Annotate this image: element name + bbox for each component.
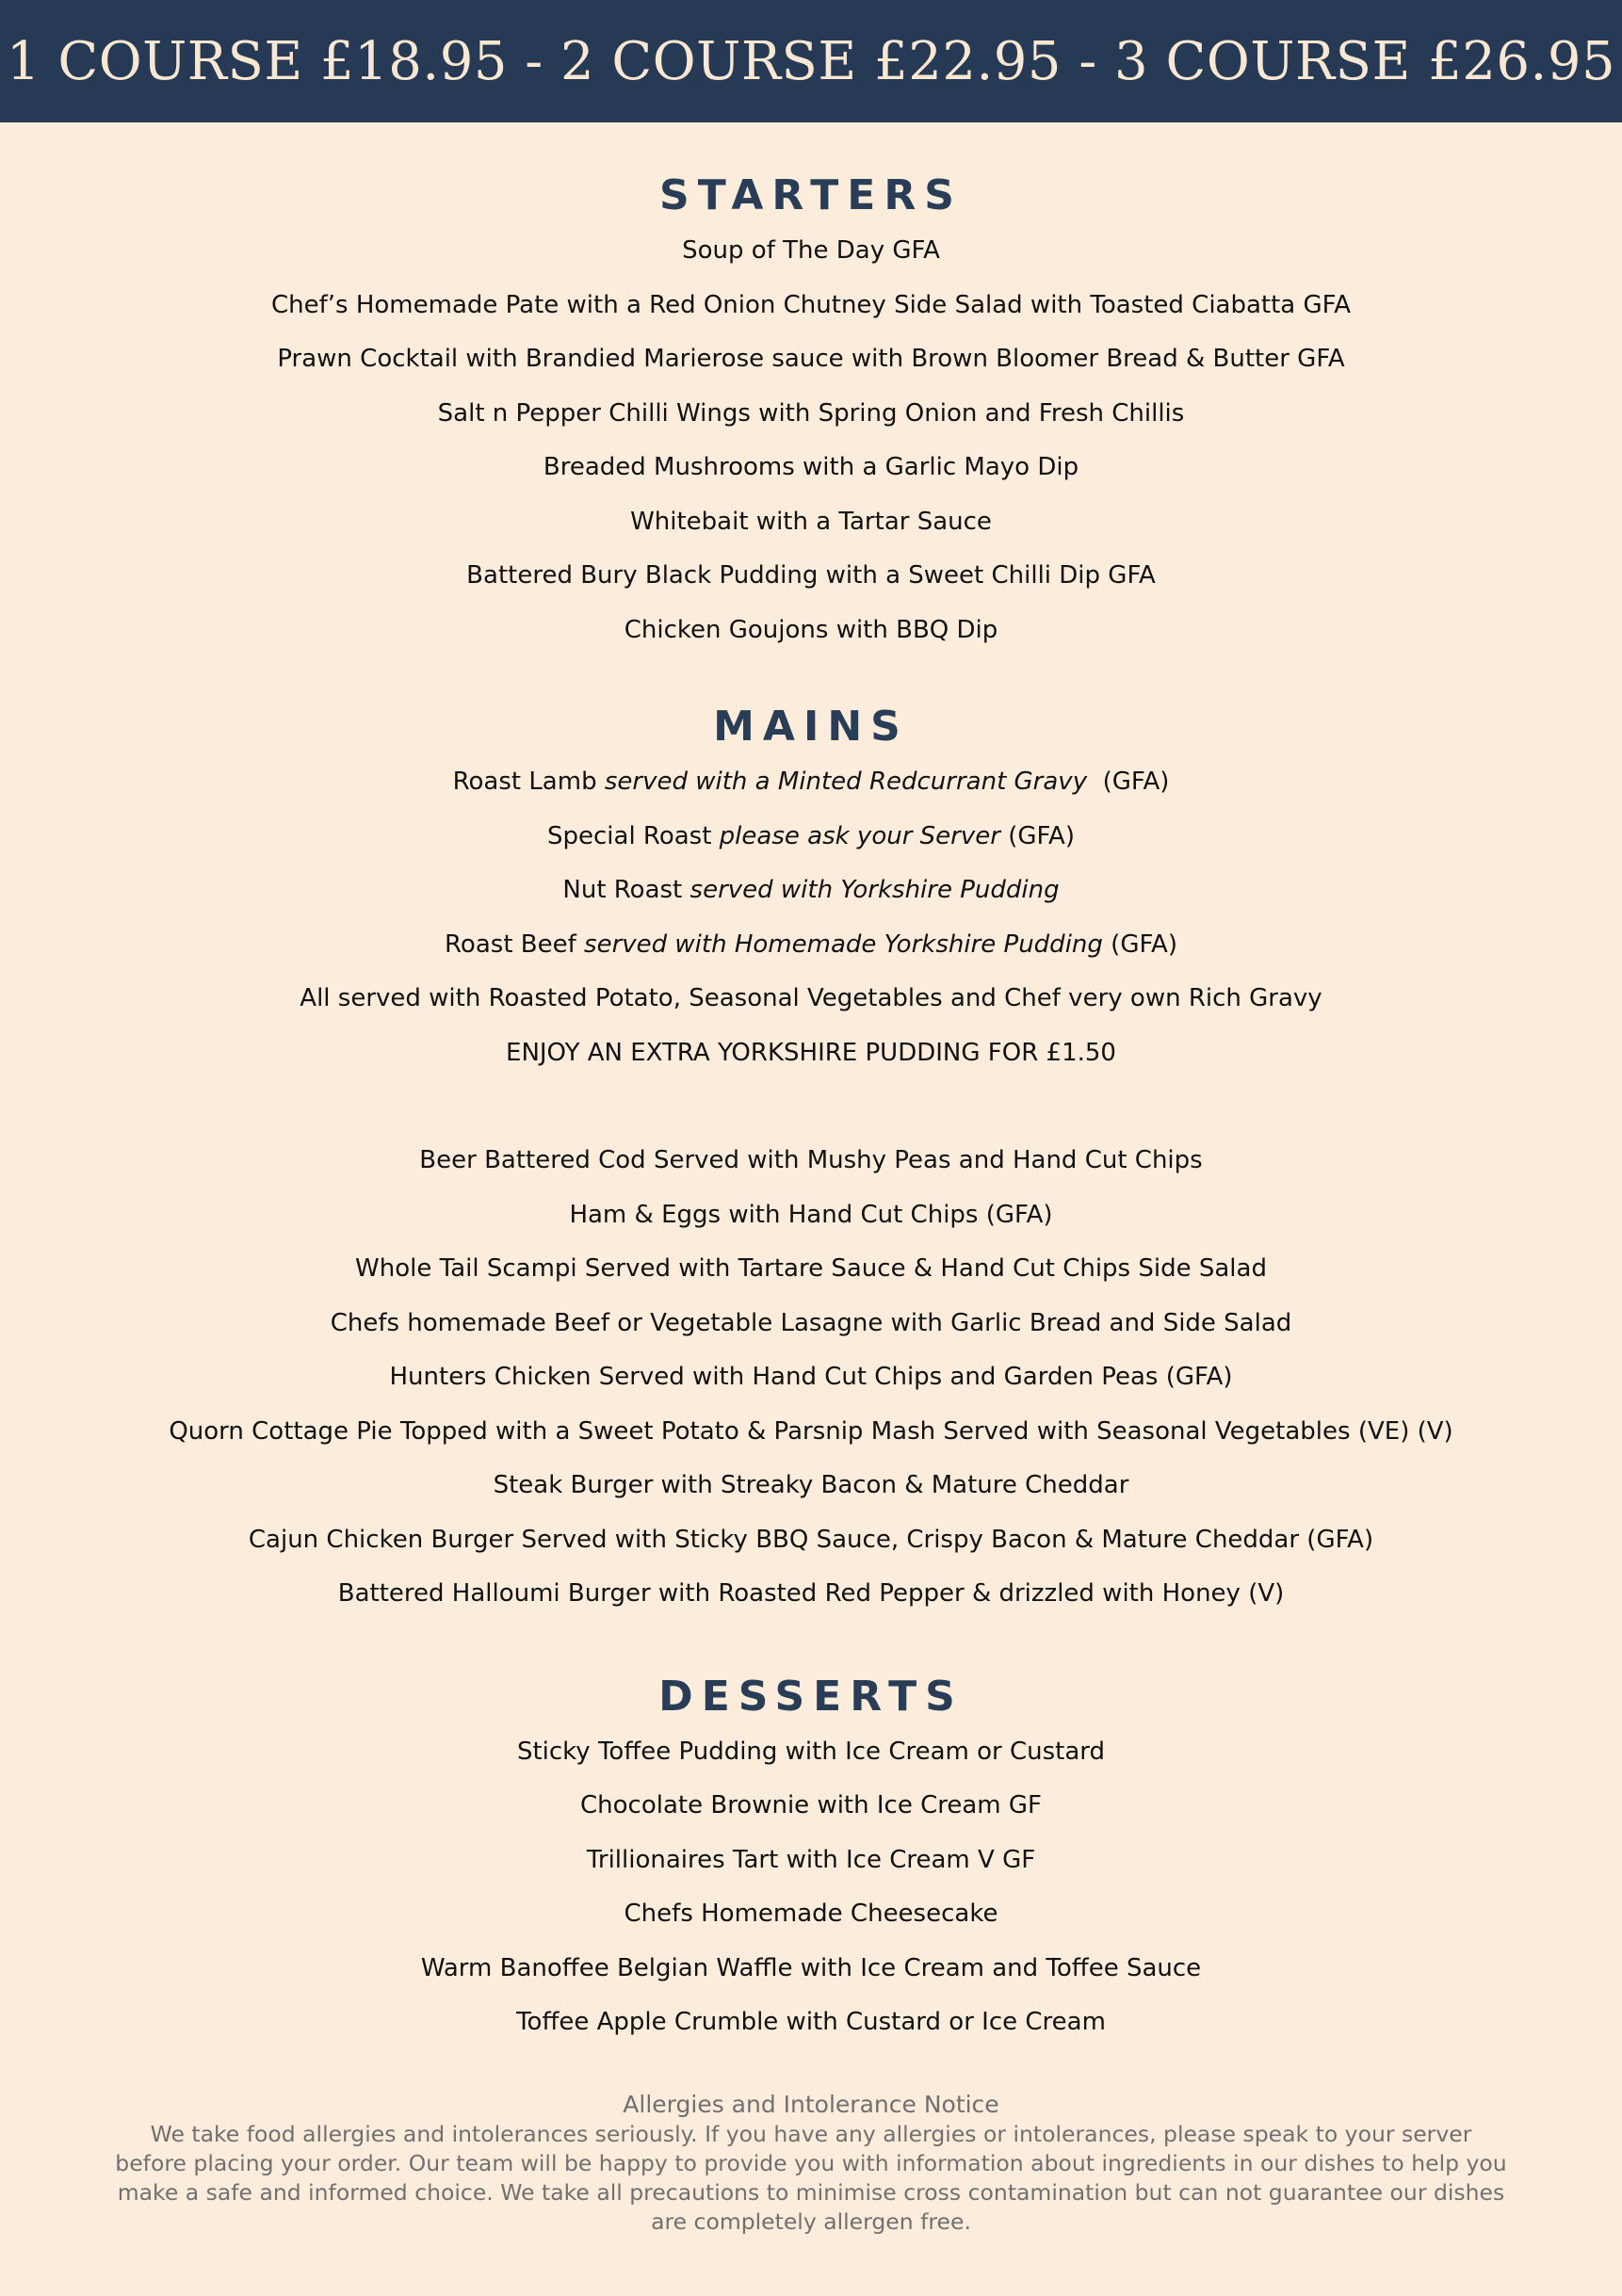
yorkshire-offer: ENJOY AN EXTRA YORKSHIRE PUDDING FOR £1.50: [506, 1038, 1116, 1067]
allergy-notice-body: We take food allergies and intolerances seriously. If you have any allergies or intolerances, please speak to your server before placing your order. Our team will be happy to provide you with information about ingredients in our dishes to help you make a safe and informed choice. We take all precautions to minimise cross contamination but can not guarantee our dishes are completely allergen free.: [115, 2120, 1507, 2235]
price-banner: [0, 0, 1622, 122]
main-item: Beer Battered Cod Served with Mushy Peas and Hand Cut Chips: [419, 1146, 1203, 1174]
dessert-item: Trillionaires Tart with Ice Cream V GF: [586, 1845, 1036, 1874]
dessert-item: Sticky Toffee Pudding with Ice Cream or Custard: [516, 1737, 1106, 1766]
roast-description: served with Yorkshire Pudding: [689, 876, 1060, 904]
roast-name: Nut Roast: [562, 876, 690, 904]
allergy-notice-title: Allergies and Intolerance Notice: [623, 2090, 999, 2118]
course-prices: 1 COURSE £18.95 - 2 COURSE £22.95 - 3 COURSE £26.95: [6, 30, 1616, 92]
roast-item: [0, 755, 1622, 810]
main-item: Chefs homemade Beef or Vegetable Lasagne with Garlic Bread and Side Salad: [330, 1308, 1292, 1337]
roast-description: served with a Minted Redcurrant Gravy: [604, 768, 1088, 796]
roast-name: Roast Beef: [445, 930, 585, 959]
dessert-item: Warm Banoffee Belgian Waffle with Ice Cream and Toffee Sauce: [420, 1953, 1202, 1982]
roast-item: [0, 918, 1622, 973]
main-item: Battered Halloumi Burger with Roasted Red Pepper & drizzled with Honey (V): [337, 1579, 1285, 1608]
mains-section: [0, 657, 1622, 1622]
roast-dietary: (GFA): [999, 821, 1075, 850]
starter-item: Battered Bury Black Pudding with a Sweet Chilli Dip GFA: [466, 561, 1156, 590]
starters-heading: STARTERS: [659, 171, 963, 219]
roast-name: Roast Lamb: [452, 768, 605, 796]
roast-dietary: (GFA): [1102, 930, 1177, 959]
starters-section: [0, 122, 1622, 657]
mains-heading: MAINS: [713, 703, 909, 751]
starter-item: Soup of The Day GFA: [682, 236, 940, 265]
starters-list: [0, 224, 1622, 657]
starter-item: Prawn Cocktail with Brandied Marierose sauce with Brown Bloomer Bread & Butter GFA: [277, 345, 1345, 373]
roasts-list: [0, 755, 1622, 1080]
starter-item: Chef’s Homemade Pate with a Red Onion Chutney Side Salad with Toasted Ciabatta GFA: [270, 290, 1352, 319]
desserts-list: [0, 1725, 1622, 2050]
main-item: Cajun Chicken Burger Served with Sticky BBQ Sauce, Crispy Bacon & Mature Cheddar (GFA): [248, 1525, 1374, 1554]
main-item: Quorn Cottage Pie Topped with a Sweet Potato & Parsnip Mash Served with Seasonal Vegetables (VE) (V): [169, 1416, 1453, 1446]
starter-item: Chicken Goujons with BBQ Dip: [624, 615, 998, 644]
menu-content: [0, 122, 1622, 2237]
dessert-item: Chefs Homemade Cheesecake: [624, 1900, 998, 1928]
roast-item: [0, 864, 1622, 918]
dessert-item: Toffee Apple Crumble with Custard or Ice Cream: [516, 2008, 1106, 2036]
desserts-section: [0, 1622, 1622, 2050]
main-item: Whole Tail Scampi Served with Tartare Sauce & Hand Cut Chips Side Salad: [355, 1254, 1267, 1283]
roast-description: served with Homemade Yorkshire Pudding: [584, 930, 1103, 959]
starter-item: Breaded Mushrooms with a Garlic Mayo Dip: [543, 453, 1079, 481]
main-item: Hunters Chicken Served with Hand Cut Chips and Garden Peas (GFA): [389, 1363, 1233, 1391]
starter-item: Whitebait with a Tartar Sauce: [630, 507, 992, 536]
main-item: Steak Burger with Streaky Bacon & Mature Cheddar: [493, 1471, 1129, 1499]
roast-description: please ask your Server: [719, 821, 1000, 850]
dessert-item: Chocolate Brownie with Ice Cream GF: [580, 1791, 1042, 1819]
roast-name: Special Roast: [546, 821, 720, 850]
roast-dietary: (GFA): [1087, 768, 1170, 796]
mains-list: [0, 1134, 1622, 1622]
main-item: Ham & Eggs with Hand Cut Chips (GFA): [569, 1200, 1053, 1229]
roast-item: [0, 810, 1622, 865]
roast-note: All served with Roasted Potato, Seasonal Vegetables and Chef very own Rich Gravy: [300, 984, 1322, 1012]
starter-item: Salt n Pepper Chilli Wings with Spring Onion and Fresh Chillis: [437, 398, 1185, 428]
allergy-notice: [0, 2050, 1622, 2237]
desserts-heading: DESSERTS: [658, 1672, 964, 1721]
